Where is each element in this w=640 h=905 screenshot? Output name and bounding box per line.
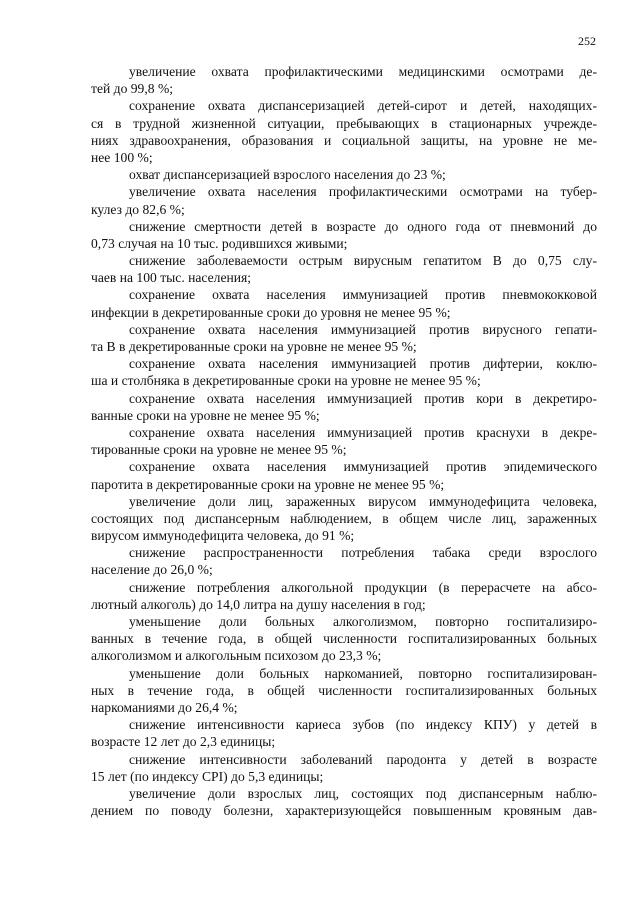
- text-line: тированные сроки на уровне не менее 95 %;: [91, 442, 347, 458]
- text-line: сохранение охвата населения иммунизацией против пневмококковой: [129, 287, 597, 303]
- text-line: ных в течение года, в общей численности госпитализированных больных: [91, 682, 597, 698]
- text-line: паротита в декретированные сроки на уровне не менее 95 %;: [91, 476, 445, 492]
- page-number: 252: [578, 34, 596, 48]
- text-line: увеличение охвата населения профилактическими осмотрами на тубер-: [129, 184, 597, 200]
- text-line: кулез до 82,6 %;: [91, 201, 185, 217]
- text-line: снижение смертности детей в возрасте до одного года от пневмоний до: [129, 218, 597, 234]
- text-line: уменьшение доли больных наркоманией, повторно госпитализирован-: [129, 665, 597, 681]
- text-line: снижение заболеваемости острым вирусным гепатитом В до 0,75 слу-: [129, 253, 597, 269]
- text-line: сохранение охвата населения иммунизацией против краснухи в декре-: [129, 424, 597, 440]
- text-line: сохранение охвата населения иммунизацией против вирусного гепати-: [129, 321, 597, 337]
- text-line: 0,73 случая на 10 тыс. родившихся живыми;: [91, 235, 348, 251]
- text-line: сохранение охвата населения иммунизацией против дифтерии, коклю-: [129, 356, 597, 372]
- text-line: ся в трудной жизненной ситуации, пребывающих в стационарных учрежде-: [91, 115, 597, 131]
- text-line: сохранение охвата населения иммунизацией против эпидемического: [129, 459, 597, 475]
- text-line: дением по поводу болезни, характеризующейся повышенным кровяным дав-: [91, 803, 597, 819]
- text-line: увеличение доли взрослых лиц, состоящих под диспансерным наблю-: [129, 785, 597, 801]
- text-line: та В в декретированные сроки на уровне не менее 95 %;: [91, 339, 417, 354]
- text-line: чаев на 100 тыс. населения;: [91, 270, 252, 286]
- text-line: снижение потребления алкогольной продукции (в перерасчете на абсо-: [129, 579, 597, 595]
- text-line: ванных в течение года, в общей численности госпитализированных больных: [91, 631, 597, 647]
- text-line: снижение интенсивности заболеваний пародонта у детей в возрасте: [129, 751, 597, 767]
- text-line: население до 26,0 %;: [91, 562, 213, 578]
- text-line: увеличение охвата профилактическими медицинскими осмотрами де-: [129, 64, 597, 79]
- text-line: вирусом иммунодефицита человека, до 91 %;: [91, 528, 355, 544]
- text-line: наркоманиями до 26,4 %;: [91, 699, 238, 715]
- text-line: увеличение доли лиц, зараженных вирусом иммунодефицита человека,: [129, 493, 597, 509]
- text-line: инфекции в декретированные сроки до уровня не менее 95 %;: [91, 304, 451, 320]
- text-line: нее 100 %;: [91, 149, 153, 165]
- text-line: снижение распространенности потребления табака среди взрослого: [129, 545, 597, 561]
- text-line: алкоголизмом и алкогольным психозом до 23,3 %;: [91, 648, 382, 664]
- text-line: сохранение охвата населения иммунизацией против кори в декретиро-: [129, 390, 597, 406]
- text-line: ванные сроки на уровне не менее 95 %;: [91, 407, 320, 423]
- document-text: [91, 63, 597, 819]
- text-line: возрасте 12 лет до 2,3 единицы;: [91, 734, 276, 750]
- text-line: охват диспансеризацией взрослого населения до 23 %;: [129, 167, 446, 183]
- text-line: 15 лет (по индексу CPI) до 5,3 единицы;: [91, 768, 324, 784]
- text-line: лютный алкоголь) до 14,0 литра на душу населения в год;: [91, 596, 426, 612]
- text-line: ниях здравоохранения, образования и социальной защиты, на уровне не ме-: [91, 132, 597, 148]
- text-line: сохранение охвата диспансеризацией детей-сирот и детей, находящих-: [129, 98, 597, 114]
- text-line: уменьшение доли больных алкоголизмом, повторно госпитализиро-: [129, 614, 597, 629]
- text-line: снижение интенсивности кариеса зубов (по индексу КПУ) у детей в: [129, 717, 597, 733]
- text-line: состоящих под диспансерным наблюдением, в общем числе лиц, зараженных: [91, 510, 597, 526]
- text-line: ша и столбняка в декретированные сроки на уровне не менее 95 %;: [91, 373, 481, 389]
- text-line: тей до 99,8 %;: [91, 81, 174, 97]
